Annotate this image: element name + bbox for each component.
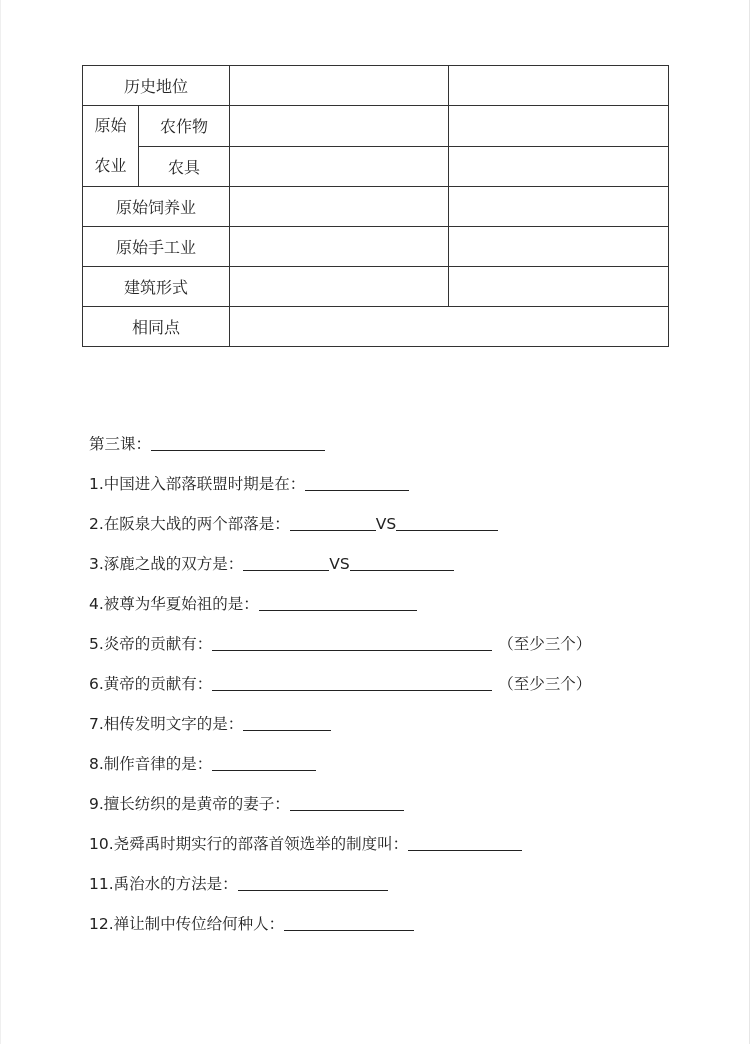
question-text: 3.涿鹿之战的双方是： xyxy=(89,555,244,573)
answer-blank[interactable] xyxy=(290,512,376,531)
table-cell[interactable] xyxy=(230,187,449,227)
row-header-similarities: 相同点 xyxy=(83,307,230,347)
question-text: 12.禅让制中传位给何种人： xyxy=(89,915,285,933)
question-text: 7.相传发明文字的是： xyxy=(89,715,244,733)
lesson3-questions xyxy=(89,432,689,952)
table-cell[interactable] xyxy=(230,307,669,347)
table-row xyxy=(83,106,669,147)
question-1 xyxy=(89,472,689,512)
table-row xyxy=(83,187,669,227)
table-cell[interactable] xyxy=(449,146,669,187)
question-6 xyxy=(89,672,689,712)
table-cell[interactable] xyxy=(230,227,449,267)
table-cell[interactable] xyxy=(230,146,449,187)
answer-blank[interactable] xyxy=(396,512,498,531)
question-note: （至少三个） xyxy=(498,675,592,693)
question-text: 9.擅长纺织的是黄帝的妻子： xyxy=(89,795,290,813)
answer-blank[interactable] xyxy=(238,872,388,891)
answer-blank[interactable] xyxy=(305,472,409,491)
agriculture-line1: 原始 xyxy=(94,116,127,135)
row-header-crops: 农作物 xyxy=(139,106,230,147)
question-10 xyxy=(89,832,689,872)
answer-blank[interactable] xyxy=(408,832,522,851)
question-7 xyxy=(89,712,689,752)
question-4 xyxy=(89,592,689,632)
question-text: 1.中国进入部落联盟时期是在： xyxy=(89,475,306,493)
vs-label: VS xyxy=(375,515,397,533)
question-9 xyxy=(89,792,689,832)
answer-blank[interactable] xyxy=(212,672,492,691)
row-header-primitive-agriculture xyxy=(83,106,139,187)
question-text: 10.尧舜禹时期实行的部落首领选举的制度叫： xyxy=(89,835,409,853)
question-text: 5.炎帝的贡献有： xyxy=(89,635,213,653)
comparison-table xyxy=(82,65,669,347)
question-text: 4.被尊为华夏始祖的是： xyxy=(89,595,259,613)
question-text: 11.禹治水的方法是： xyxy=(89,875,238,893)
lesson-title xyxy=(89,432,689,472)
question-11 xyxy=(89,872,689,912)
answer-blank[interactable] xyxy=(212,752,316,771)
row-header-architecture: 建筑形式 xyxy=(83,267,230,307)
question-2 xyxy=(89,512,689,552)
answer-blank[interactable] xyxy=(350,552,454,571)
answer-blank[interactable] xyxy=(151,432,325,451)
answer-blank[interactable] xyxy=(259,592,417,611)
row-header-historical-status: 历史地位 xyxy=(83,66,230,106)
table-cell[interactable] xyxy=(449,187,669,227)
agriculture-line2: 农业 xyxy=(94,156,127,175)
answer-blank[interactable] xyxy=(243,712,331,731)
question-text: 8.制作音律的是： xyxy=(89,755,213,773)
table-row xyxy=(83,146,669,187)
table-cell[interactable] xyxy=(449,106,669,147)
table-cell[interactable] xyxy=(230,106,449,147)
lesson-title-text: 第三课： xyxy=(89,435,152,453)
question-12 xyxy=(89,912,689,952)
vs-label: VS xyxy=(329,555,350,573)
table-cell[interactable] xyxy=(449,267,669,307)
answer-blank[interactable] xyxy=(284,912,414,931)
answer-blank[interactable] xyxy=(212,632,492,651)
question-text: 2.在阪泉大战的两个部落是： xyxy=(89,515,290,533)
table-row xyxy=(83,227,669,267)
table-row xyxy=(83,307,669,347)
question-3 xyxy=(89,552,689,592)
question-5 xyxy=(89,632,689,672)
table-cell[interactable] xyxy=(449,66,669,106)
row-header-animal-husbandry: 原始饲养业 xyxy=(83,187,230,227)
question-text: 6.黄帝的贡献有： xyxy=(89,675,213,693)
answer-blank[interactable] xyxy=(290,792,404,811)
answer-blank[interactable] xyxy=(243,552,329,571)
table-cell[interactable] xyxy=(230,66,449,106)
table-row xyxy=(83,66,669,106)
question-8 xyxy=(89,752,689,792)
table-row xyxy=(83,267,669,307)
question-note: （至少三个） xyxy=(498,635,592,653)
row-header-tools: 农具 xyxy=(139,146,230,187)
table-cell[interactable] xyxy=(449,227,669,267)
page-edge xyxy=(0,0,1,1044)
table-cell[interactable] xyxy=(230,267,449,307)
row-header-handicraft: 原始手工业 xyxy=(83,227,230,267)
